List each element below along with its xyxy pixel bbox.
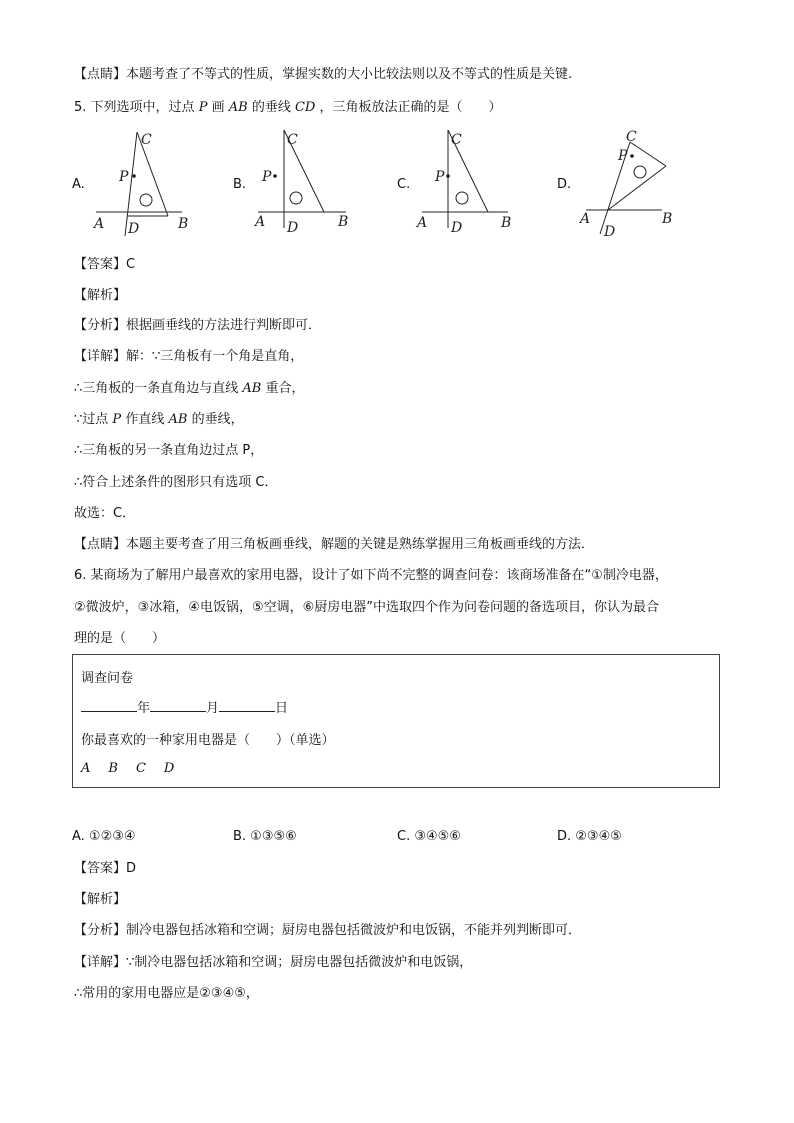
triangle-hole <box>634 166 646 178</box>
q5-stem-b: 画 <box>211 100 225 115</box>
q5-stem-cd: CD <box>294 100 316 115</box>
survey-title: 调查问卷 <box>81 671 134 686</box>
q6-analysis-head: 【解析】 <box>74 892 127 907</box>
survey-date-line <box>81 697 288 716</box>
survey-choice-b: B <box>108 761 118 776</box>
label-p: P <box>119 169 129 185</box>
triangle-edge <box>608 166 666 210</box>
q6-fenxi: 【分析】制冷电器包括冰箱和空调；厨房电器包括微波炉和电饭锅，不能并列判断即可． <box>74 923 582 938</box>
survey-choices <box>81 761 174 776</box>
q5-option-b-label: B. <box>233 177 247 192</box>
point-p <box>273 174 277 178</box>
label-a: A <box>580 211 591 227</box>
label-b: B <box>178 216 189 232</box>
q6-option-c: C. ③④⑤⑥ <box>397 829 461 844</box>
q6-option-a: A. ①②③④ <box>72 829 136 844</box>
q5-detail-3 <box>74 411 244 429</box>
label-c: C <box>141 132 152 148</box>
triangle-hole <box>290 192 302 204</box>
q5-stem-a: 5. 下列选项中，过点 <box>74 100 195 115</box>
q5-option-d-label: D. <box>557 177 572 192</box>
q6-stem-line-3: 理的是（ ） <box>74 631 166 646</box>
q5-stem-d: ，三角板放法正确的是（ ） <box>319 100 502 115</box>
q6-detail-1: 【详解】∵制冷电器包括冰箱和空调；厨房电器包括微波炉和电饭锅， <box>74 955 473 970</box>
q5-detail-3-ab: AB <box>168 412 188 427</box>
label-p: P <box>435 169 445 185</box>
survey-choice-d: D <box>163 761 175 776</box>
label-c: C <box>287 132 298 148</box>
q5-dianjing: 【点睛】本题主要考查了用三角板画垂线，解题的关键是熟练掌握用三角板画垂线的方法． <box>74 537 595 552</box>
survey-choice-c: C <box>135 761 146 776</box>
label-b: B <box>501 215 512 231</box>
q5-figure-a <box>90 128 200 240</box>
q5-choice: 故选：C． <box>74 506 136 521</box>
survey-choice-a: A <box>81 761 91 776</box>
label-b: B <box>338 214 349 230</box>
label-a: A <box>417 215 428 231</box>
top-note: 【点睛】本题考查了不等式的性质，掌握实数的大小比较法则以及不等式的性质是关键. <box>74 67 573 82</box>
label-a: A <box>255 214 266 230</box>
q5-detail-2-b: 重合， <box>265 381 305 396</box>
q5-detail-5: ∴符合上述条件的图形只有选项 C． <box>74 475 278 490</box>
q5-answer: 【答案】C <box>74 257 136 272</box>
q5-detail-2-ab: AB <box>242 381 262 396</box>
label-b: B <box>662 211 673 227</box>
q5-figure-c <box>414 128 524 240</box>
point-p <box>132 174 136 178</box>
q5-option-a-label: A. <box>72 177 85 192</box>
q5-detail-3-a: ∵过点 <box>74 412 109 427</box>
label-d: D <box>604 224 616 240</box>
q5-detail-3-c: 的垂线， <box>191 412 244 427</box>
q5-detail-3-p: P <box>112 412 122 427</box>
blank-year <box>81 697 137 712</box>
label-d: D <box>287 220 299 236</box>
q5-detail-3-b: 作直线 <box>125 412 165 427</box>
q5-analysis-head: 【解析】 <box>74 288 127 303</box>
triangle-hole <box>140 194 152 206</box>
survey-box <box>72 654 720 788</box>
q5-detail-4: ∴三角板的另一条直角边过点 P， <box>74 443 264 458</box>
label-p: P <box>262 169 272 185</box>
blank-day <box>219 697 275 712</box>
label-d: D <box>128 221 140 237</box>
q6-stem-line-2: ②微波炉，③冰箱，④电饭锅，⑤空调，⑥厨房电器”中选取四个作为问卷问题的备选项目，你认为最合 <box>74 600 660 615</box>
point-p <box>446 174 450 178</box>
q5-stem-ab: AB <box>228 100 248 115</box>
q5-detail-2-a: ∴三角板的一条直角边与直线 <box>74 381 239 396</box>
survey-month: 月 <box>206 701 220 716</box>
q5-figure-b <box>250 128 360 240</box>
blank-month <box>150 697 206 712</box>
q5-option-c-label: C. <box>397 177 411 192</box>
point-p <box>630 154 634 158</box>
label-c: C <box>451 132 462 148</box>
label-a: A <box>94 216 105 232</box>
survey-question: 你最喜欢的一种家用电器是（ ）（单选） <box>81 733 335 748</box>
q5-detail-2 <box>74 380 305 398</box>
label-p: P <box>618 148 628 164</box>
triangle-edge <box>630 142 666 166</box>
q6-option-b: B. ①③⑤⑥ <box>233 829 297 844</box>
triangle-hole <box>456 192 468 204</box>
q6-option-d: D. ②③④⑤ <box>557 829 622 844</box>
q5-figure-d <box>576 126 686 240</box>
q5-stem-c: 的垂线 <box>251 100 291 115</box>
q5-stem <box>74 99 502 117</box>
label-d: D <box>451 220 463 236</box>
survey-day: 日 <box>275 701 289 716</box>
q5-stem-p: P <box>198 100 208 115</box>
label-c: C <box>626 129 637 145</box>
q6-stem-line-1: 6. 某商场为了解用户最喜欢的家用电器，设计了如下尚不完整的调查问卷：该商场准备在“①制冷电器， <box>74 568 668 583</box>
q5-fenxi: 【分析】根据画垂线的方法进行判断即可． <box>74 318 322 333</box>
q5-detail-1: 【详解】解：∵三角板有一个角是直角， <box>74 349 304 364</box>
survey-year: 年 <box>137 701 151 716</box>
q6-answer: 【答案】D <box>74 861 137 876</box>
q6-detail-2: ∴常用的家用电器应是②③④⑤， <box>74 986 259 1001</box>
